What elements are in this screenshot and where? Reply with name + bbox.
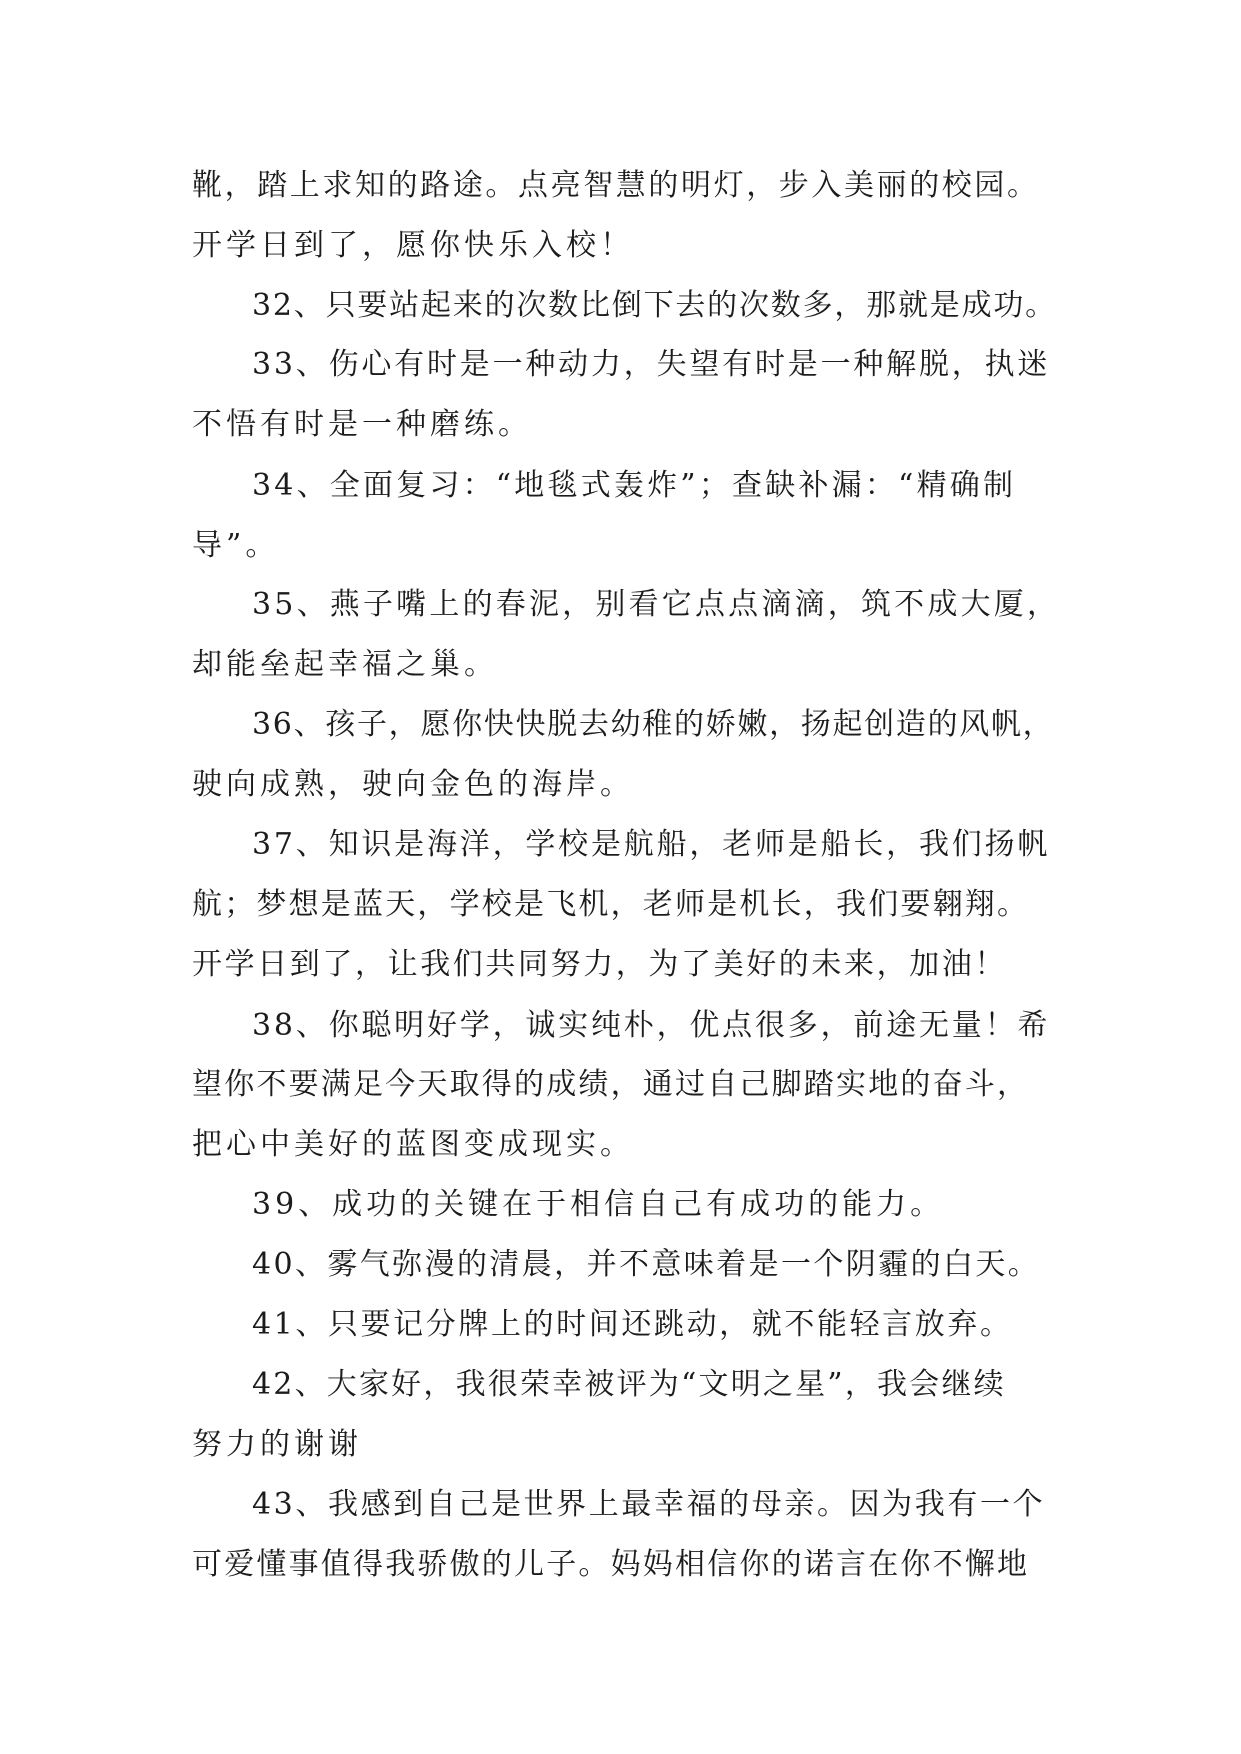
text-line: 开学日到了，愿你快乐入校！ [192,228,634,263]
text-line: 可爱懂事值得我骄傲的儿子。妈妈相信你的诺言在你不懈地 [192,1547,1030,1582]
text-line: 导”。 [192,528,280,563]
text-line: 把心中美好的蓝图变成现实。 [192,1127,634,1162]
text-line: 41、只要记分牌上的时间还跳动，就不能轻言放弃。 [252,1307,1013,1342]
text-line: 35、燕子嘴上的春泥，别看它点点滴滴，筑不成大厦， [252,587,1061,622]
text-line: 42、大家好，我很荣幸被评为“文明之星”，我会继续 [252,1367,1006,1402]
text-line: 32、只要站起来的次数比倒下去的次数多，那就是成功。 [252,288,1057,323]
text-line: 航；梦想是蓝天，学校是飞机，老师是机长，我们要翱翔。 [192,887,1030,922]
text-line: 34、全面复习：“地毯式轰炸”；查缺补漏：“精确制 [252,468,1017,503]
text-line: 43、我感到自己是世界上最幸福的母亲。因为我有一个 [252,1487,1046,1522]
text-line: 驶向成熟，驶向金色的海岸。 [192,767,634,802]
text-line: 靴，踏上求知的路途。点亮智慧的明灯，步入美丽的校园。 [192,168,1040,203]
text-line: 36、孩子，愿你快快脱去幼稚的娇嫩，扬起创造的风帆， [252,707,1055,742]
text-line: 努力的谢谢 [192,1427,362,1462]
text-line: 望你不要满足今天取得的成绩，通过自己脚踏实地的奋斗， [192,1067,1030,1102]
text-line: 40、雾气弥漫的清晨，并不意味着是一个阴霾的白天。 [252,1247,1041,1282]
text-line: 却能垒起幸福之巢。 [192,647,498,682]
text-line: 39、成功的关键在于相信自己有成功的能力。 [252,1187,945,1222]
text-line: 开学日到了，让我们共同努力，为了美好的未来，加油！ [192,947,1007,982]
text-line: 37、知识是海洋，学校是航船，老师是船长，我们扬帆 [252,827,1051,862]
text-line: 33、伤心有时是一种动力，失望有时是一种解脱，执迷 [252,347,1051,382]
text-line: 不悟有时是一种磨练。 [192,407,532,442]
text-line: 38、你聪明好学，诚实纯朴，优点很多，前途无量！希 [252,1008,1051,1043]
